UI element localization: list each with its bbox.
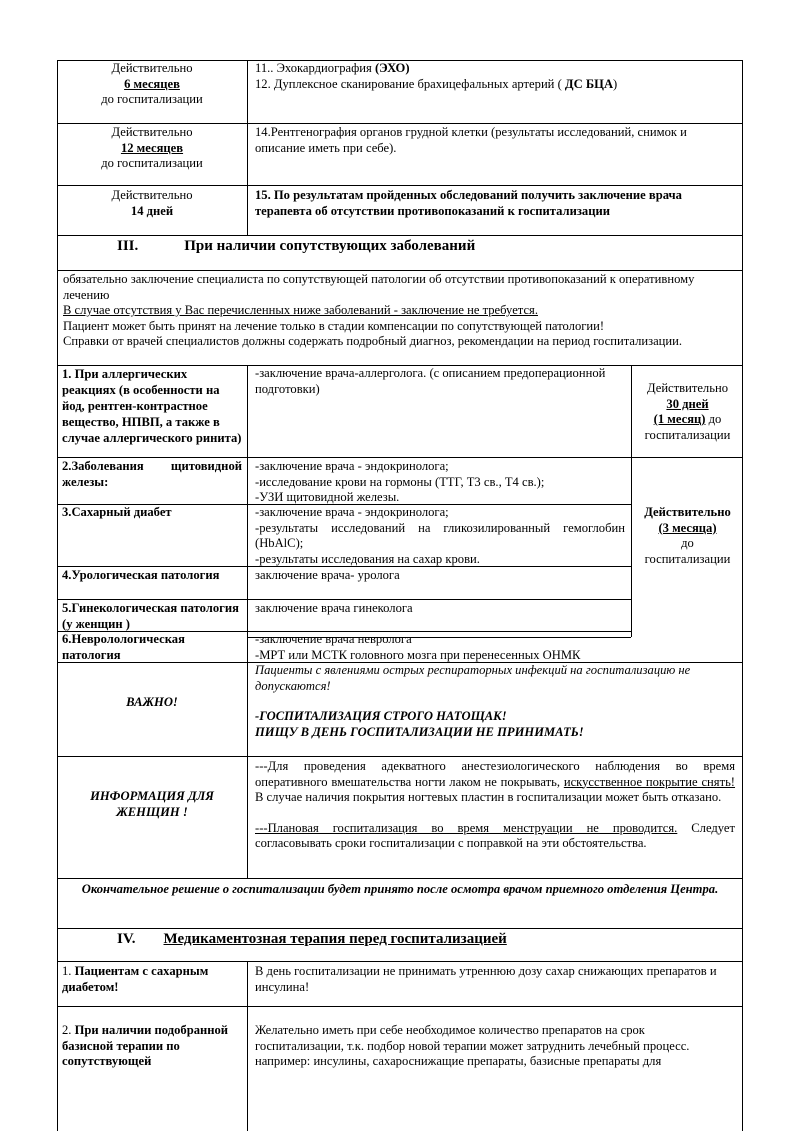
therapy-basic: 2. При наличии подобранной базисной терапии по сопутствующей: [62, 1023, 229, 1068]
condition-urology-req: заключение врача- уролога: [255, 568, 400, 582]
section4-title: IV. Медикаментозная терапия перед госпитализацией: [117, 931, 507, 947]
condition-neurology: 6.Невролологическая патология: [62, 632, 185, 662]
exam-xray: 14.Рентгенография органов грудной клетки (результаты исследований, снимок и описание иметь при себе).: [255, 125, 687, 155]
important-text: Пациенты с явлениями острых респираторных инфекций на госпитализацию не допускаются! -ГОСПИТАЛИЗАЦИЯ СТРОГО НАТОЩАК! ПИЩУ В ДЕНЬ ГОСПИТАЛИЗАЦИИ НЕ ПРИНИМАТЬ!: [255, 663, 691, 739]
important-label: ВАЖНО!: [126, 695, 178, 709]
condition-urology: 4.Урологическая патология: [62, 568, 220, 582]
condition-neurology-req: -заключение врача невролога -МРТ или МСТК головного мозга при перенесенных ОНМК: [255, 632, 581, 662]
condition-gynecology-req: заключение врача гинеколога: [255, 601, 413, 615]
validity-cell-14d: Действительно 14 дней: [111, 188, 193, 218]
final-note: Окончательное решение о госпитализации будет принято после осмотра врачом приемного отделения Центра.: [81, 882, 719, 896]
condition-thyroid: 2.Заболевания щитовидной железы:: [62, 459, 242, 489]
condition-gynecology: 5.Гинекологическая патология (у женщин ): [62, 601, 239, 631]
condition-allergy-req: -заключение врача-аллерголога. (с описанием предоперационной подготовки): [255, 366, 606, 396]
women-info-label: ИНФОРМАЦИЯ ДЛЯ ЖЕНЩИН !: [90, 789, 214, 819]
validity-cell-6m: Действительно 6 месяцев до госпитализации: [101, 61, 203, 106]
exam-therapist: 15. По результатам пройденных обследований получить заключение врача терапевта об отсутствии противопоказаний к госпитализации: [255, 188, 682, 218]
validity-30-days: Действительно 30 дней (1 месяц) до госпитализации: [644, 381, 731, 442]
section3-title: III. При наличии сопутствующих заболеваний: [117, 238, 476, 254]
condition-thyroid-req: -заключение врача - эндокринолога; -исследование крови на гормоны (ТТГ, Т3 св., Т4 св.); -УЗИ щитовидной железы.: [255, 459, 545, 504]
validity-cell-12m: Действительно 12 месяцев до госпитализации: [101, 125, 203, 170]
condition-allergy: 1. При аллергических реакциях (в особенности на йод, рентген-контрастное вещество, НПВП, а также в случае аллергического ринита): [62, 367, 242, 445]
women-info-text: ---Для проведения адекватного анестезиологического наблюдения во время оперативного вмешательства ногти лаком не покрывать, искусственное покрытие снять! В случае наличия покрытия ногтевых пластин в госпитализации может быть отказано. ---Плановая госпитализация во время менструации не проводится. Следует согласовывать сроки госпитализации с поправкой на эти обстоятельства.: [255, 759, 736, 850]
therapy-diabetes-text: В день госпитализации не принимать утреннюю дозу сахар снижающих препаратов и инсулина!: [255, 964, 717, 994]
validity-3-months: Действительно (3 месяца) до госпитализации: [644, 505, 731, 566]
therapy-diabetes: 1. Пациентам с сахарным диабетом!: [62, 964, 209, 994]
section3-intro: обязательно заключение специалиста по сопутствующей патологии об отсутствии противопоказаний к оперативному лечению В случае отсутствия у Вас перечисленных ниже заболеваний - заключение не требуется. Пациент может быть принят на лечение только в стадии компенсации по сопутствующей патологии! Справки от врачей специалистов должны содержать подробный диагноз, рекомендации на период госпитализации.: [63, 272, 695, 348]
therapy-basic-text: Желательно иметь при себе необходимое количество препаратов на срок госпитализации, т.к. подбор новой терапии может затруднить лечебный процесс. например: инсулины, сахароснижащие препараты, базисные препараты для: [255, 1023, 690, 1068]
condition-diabetes: 3.Сахарный диабет: [62, 505, 172, 519]
condition-diabetes-req: -заключение врача - эндокринолога; -результаты исследований на гликозилированный гемоглобин (HbAlC); -результаты исследования на сахар крови.: [255, 505, 625, 566]
exam-list-6m: 11.. Эхокардиография (ЭХО) 12. Дуплексное сканирование брахицефальных артерий ( ДС БЦА): [255, 61, 618, 91]
